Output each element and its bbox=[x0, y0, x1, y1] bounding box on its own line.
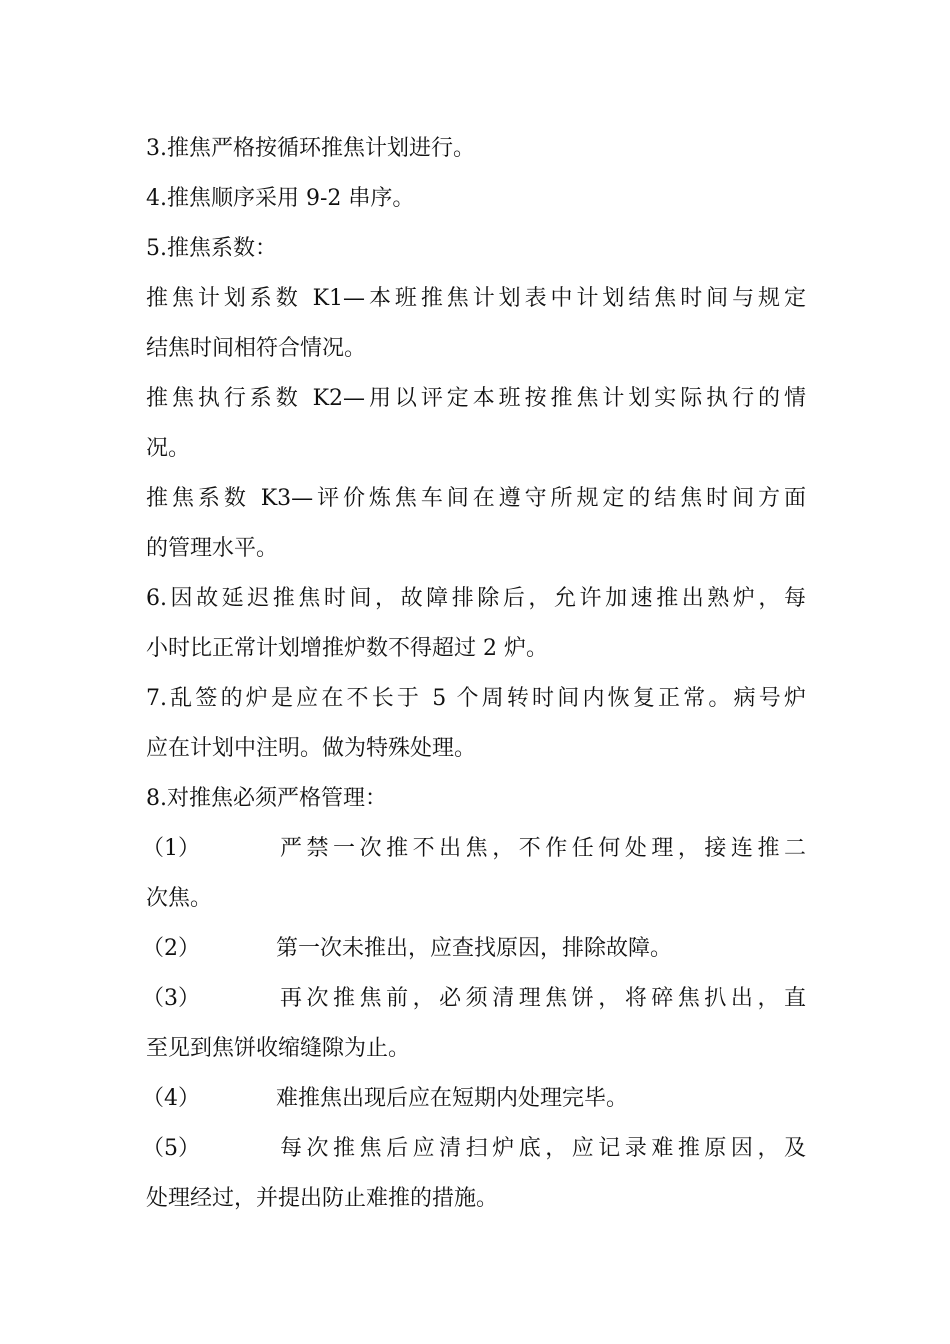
list-item-5 bbox=[142, 1124, 806, 1174]
paragraph-7-line-2: 应在计划中注明。做为特殊处理。 bbox=[146, 736, 477, 761]
list-item-number: （5） bbox=[142, 1136, 200, 1161]
list-item-1 bbox=[142, 824, 806, 874]
paragraph-7-line-1: 7.乱签的炉是应在不长于 5 个周转时间内恢复正常。病号炉 bbox=[146, 686, 806, 711]
list-item-1-continuation: 次焦。 bbox=[146, 886, 213, 911]
paragraph-3: 3.推焦严格按循环推焦计划进行。 bbox=[146, 136, 475, 161]
list-item-4 bbox=[142, 1074, 806, 1124]
list-item-text: 再次推焦前，必须清理焦饼，将碎焦扒出，直 bbox=[280, 986, 806, 1011]
paragraph-8: 8.对推焦必须严格管理： bbox=[146, 786, 387, 811]
list-item-number: （3） bbox=[142, 986, 200, 1011]
k2-definition-line-1: 推焦执行系数 K2—用以评定本班按推焦计划实际执行的情 bbox=[146, 386, 806, 411]
list-item-3 bbox=[142, 974, 806, 1024]
paragraph-4: 4.推焦顺序采用 9-2 串序。 bbox=[146, 186, 415, 211]
list-item-text: 严禁一次推不出焦，不作任何处理，接连推二 bbox=[280, 836, 806, 861]
list-item-2 bbox=[142, 924, 806, 974]
paragraph-5: 5.推焦系数： bbox=[146, 236, 277, 261]
paragraph-6-line-1: 6.因故延迟推焦时间，故障排除后，允许加速推出熟炉，每 bbox=[146, 586, 806, 611]
list-item-number: （1） bbox=[142, 836, 200, 861]
list-item-3-continuation: 至见到焦饼收缩缝隙为止。 bbox=[146, 1036, 411, 1061]
paragraph-6-line-2: 小时比正常计划增推炉数不得超过 2 炉。 bbox=[146, 636, 548, 661]
list-item-number: （4） bbox=[142, 1086, 200, 1111]
k3-definition-line-2: 的管理水平。 bbox=[146, 536, 279, 561]
k1-definition-line-1: 推焦计划系数 K1—本班推焦计划表中计划结焦时间与规定 bbox=[146, 286, 806, 311]
k2-definition-line-2: 况。 bbox=[146, 436, 191, 461]
list-item-text: 难推焦出现后应在短期内处理完毕。 bbox=[276, 1086, 629, 1111]
k1-definition-line-2: 结焦时间相符合情况。 bbox=[146, 336, 367, 361]
list-item-number: （2） bbox=[142, 936, 200, 961]
list-item-text: 第一次未推出，应查找原因，排除故障。 bbox=[276, 936, 673, 961]
k3-definition-line-1: 推焦系数 K3—评价炼焦车间在遵守所规定的结焦时间方面 bbox=[146, 486, 806, 511]
list-item-text: 每次推焦后应清扫炉底，应记录难推原因，及 bbox=[280, 1136, 806, 1161]
document-page bbox=[142, 124, 806, 1224]
list-item-5-continuation: 处理经过，并提出防止难推的措施。 bbox=[146, 1186, 499, 1211]
